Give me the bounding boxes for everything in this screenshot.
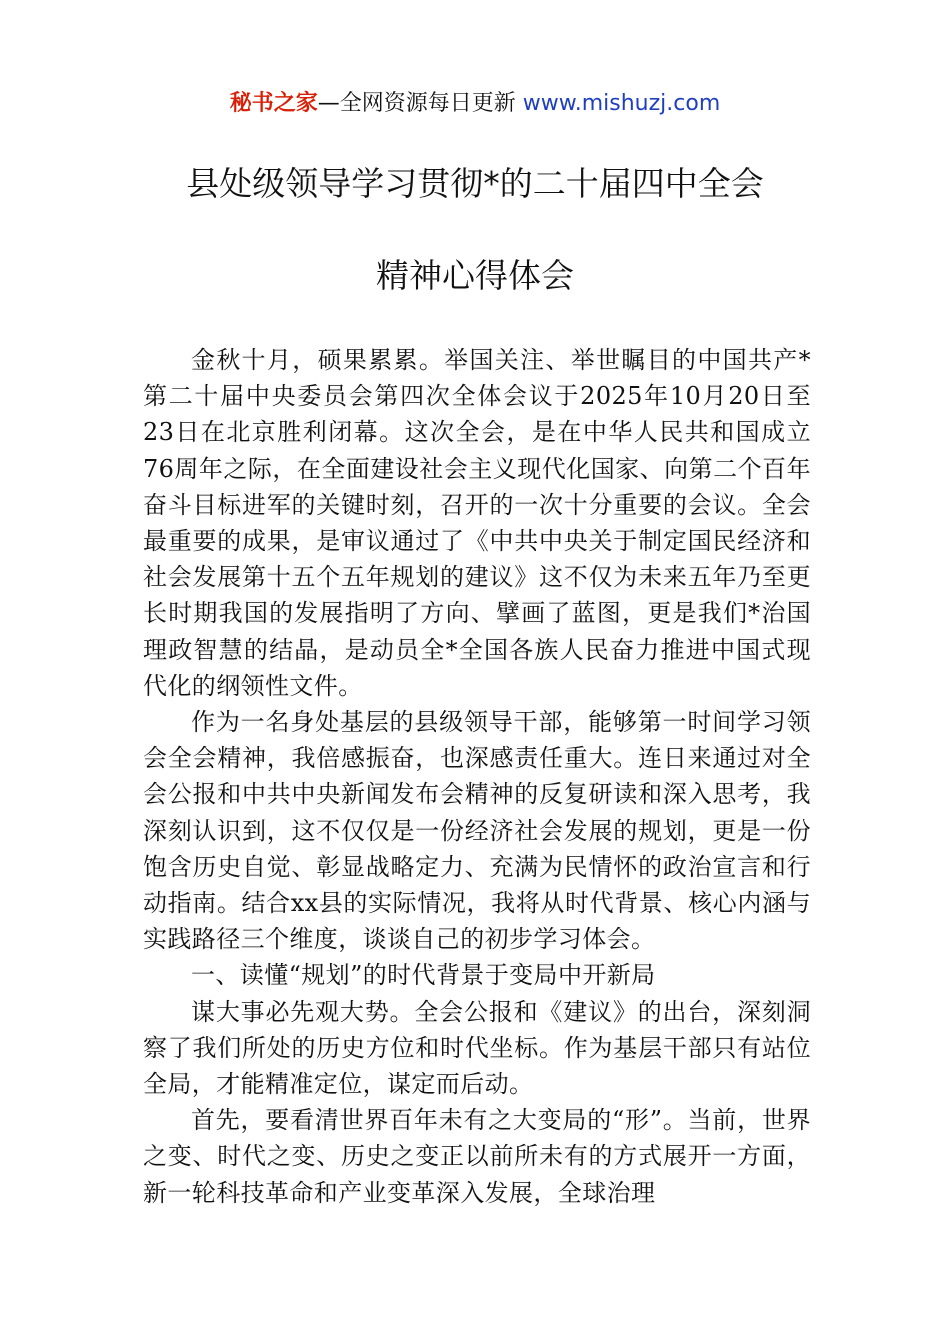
paragraph: 作为一名身处基层的县级领导干部，能够第一时间学习领会全会精神，我倍感振奋，也深感责任重大。连日来通过对全会公报和中共中央新闻发布会精神的反复研读和深入思考，我深刻认识到，这不仅仅是一份经济社会发展的规划，更是一份饱含历史自觉、彰显战略定力、充满为民情怀的政治宣言和行动指南。结合xx县的实际情况，我将从时代背景、核心内涵与实践路径三个维度，谈谈自己的初步学习体会。: [143, 708, 811, 954]
site-header: [0, 88, 950, 120]
section-heading: 一、读懂“规划”的时代背景于变局中开新局: [191, 961, 656, 990]
document-title-line-2: 精神心得体会: [376, 256, 574, 295]
paragraph: 首先，要看清世界百年未有之大变局的“形”。当前，世界之变、时代之变、历史之变正以前所未有的方式展开一方面，新一轮科技革命和产业变革深入发展，全球治理: [143, 1106, 811, 1207]
site-brand: 秘书之家: [229, 91, 318, 116]
site-tagline: —全网资源每日更新: [317, 91, 516, 116]
document-body: [143, 342, 811, 1211]
paragraph: 金秋十月，硕果累累。举国关注、举世瞩目的中国共产*第二十届中央委员会第四次全体会议于2025年10月20日至23日在北京胜利闭幕。这次全会，是在中华人民共和国成立76周年之际，在全面建设社会主义现代化国家、向第二个百年奋斗目标进军的关键时刻，召开的一次十分重要的会议。全会最重要的成果，是审议通过了《中共中央关于制定国民经济和社会发展第十五个五年规划的建议》这不仅为未来五年乃至更长时期我国的发展指明了方向、擘画了蓝图，更是我们*治国理政智慧的结晶，是动员全*全国各族人民奋力推进中国式现代化的纲领性文件。: [143, 346, 811, 700]
paragraph: 谋大事必先观大势。全会公报和《建议》的出台，深刻洞察了我们所处的历史方位和时代坐标。作为基层干部只有站位全局，才能精准定位，谋定而后动。: [143, 997, 811, 1099]
document-title-line-1: 县处级领导学习贯彻*的二十届四中全会: [186, 164, 764, 203]
site-url-link[interactable]: www.mishuzj.com: [522, 91, 721, 116]
